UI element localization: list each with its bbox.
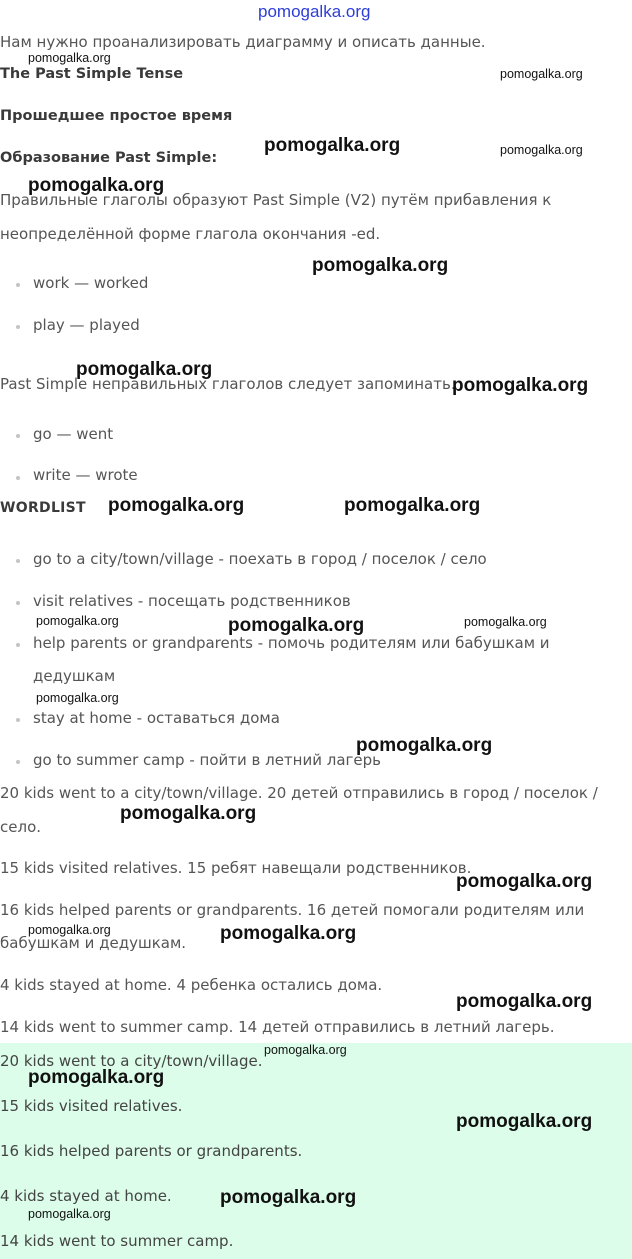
sentence-line: 16 kids helped parents or grandparents. 16 детей помогали родителям или [0,901,585,919]
wordlist-item: stay at home - оставаться дома [33,709,280,727]
sentence-line: 4 kids stayed at home. 4 ребенка остались дома. [0,976,383,994]
watermark-text: pomogalka.org [76,359,213,380]
wordlist-item: help parents or grandparents - помочь родителям или бабушкам и [33,634,550,652]
watermark-text: pomogalka.org [464,615,547,629]
regular-verbs-line-2: неопределённой форме глагола окончания -ed. [0,225,381,243]
watermark-text: pomogalka.org [28,175,165,196]
irregular-verbs-text: Past Simple неправильных глаголов следует запоминать. [0,375,456,393]
watermark-text: pomogalka.org [120,803,257,824]
watermark-text: pomogalka.org [456,1111,593,1132]
answer-line: 14 kids went to summer camp. [0,1232,234,1250]
bullet-dot [16,601,20,605]
wordlist-item: go to summer camp - пойти в летний лагерь [33,751,381,769]
watermark-text: pomogalka.org [356,735,493,756]
list-item: write — wrote [33,466,138,484]
bullet-dot [16,718,20,722]
watermark-text: pomogalka.org [108,495,245,516]
sentence-line: 15 kids visited relatives. 15 ребят навещали родственников. [0,859,472,877]
watermark-text: pomogalka.org [228,615,365,636]
bullet-dot [16,476,20,480]
bullet-dot [16,643,20,647]
bullet-dot [16,434,20,438]
watermark-text: pomogalka.org [456,991,593,1012]
bullet-dot [16,283,20,287]
title-russian: Прошедшее простое время [0,108,233,124]
answer-line: 20 kids went to a city/town/village. [0,1052,263,1070]
watermark-header[interactable]: pomogalka.org [258,2,371,21]
sentence-line: село. [0,818,42,836]
watermark-text: pomogalka.org [28,51,111,65]
watermark-text: pomogalka.org [220,1187,357,1208]
list-item: work — worked [33,274,149,292]
sentence-line: бабушкам и дедушкам. [0,934,187,952]
watermark-text: pomogalka.org [344,495,481,516]
formation-heading: Образование Past Simple: [0,150,218,166]
bullet-dot [16,760,20,764]
wordlist-heading: WORDLIST [0,500,86,516]
watermark-text: pomogalka.org [28,1207,111,1221]
watermark-text: pomogalka.org [28,1067,165,1088]
sentence-line: 20 kids went to a city/town/village. 20 детей отправились в город / поселок / [0,784,598,802]
title-english: The Past Simple Tense [0,66,184,82]
watermark-text: pomogalka.org [220,923,357,944]
watermark-text: pomogalka.org [36,691,119,705]
sentence-line: 14 kids went to summer camp. 14 детей отправились в летний лагерь. [0,1018,555,1036]
bullet-dot [16,325,20,329]
watermark-text: pomogalka.org [452,375,589,396]
list-item: play — played [33,316,140,334]
watermark-text: pomogalka.org [28,923,111,937]
answer-line: 4 kids stayed at home. [0,1187,172,1205]
watermark-text: pomogalka.org [264,135,401,156]
watermark-text: pomogalka.org [456,871,593,892]
regular-verbs-line-1: Правильные глаголы образуют Past Simple (V2) путём прибавления к [0,191,552,209]
wordlist-item-continued: дедушкам [33,667,116,685]
list-item: go — went [33,425,114,443]
bullet-dot [16,559,20,563]
watermark-text: pomogalka.org [312,255,449,276]
watermark-text: pomogalka.org [500,67,583,81]
answer-line: 15 kids visited relatives. [0,1097,183,1115]
watermark-text: pomogalka.org [264,1043,347,1057]
watermark-text: pomogalka.org [500,143,583,157]
wordlist-item: visit relatives - посещать родственников [33,592,351,610]
watermark-text: pomogalka.org [36,614,119,628]
wordlist-item: go to a city/town/village - поехать в город / поселок / село [33,550,487,568]
answer-line: 16 kids helped parents or grandparents. [0,1142,303,1160]
intro-text: Нам нужно проанализировать диаграмму и описать данные. [0,33,486,51]
